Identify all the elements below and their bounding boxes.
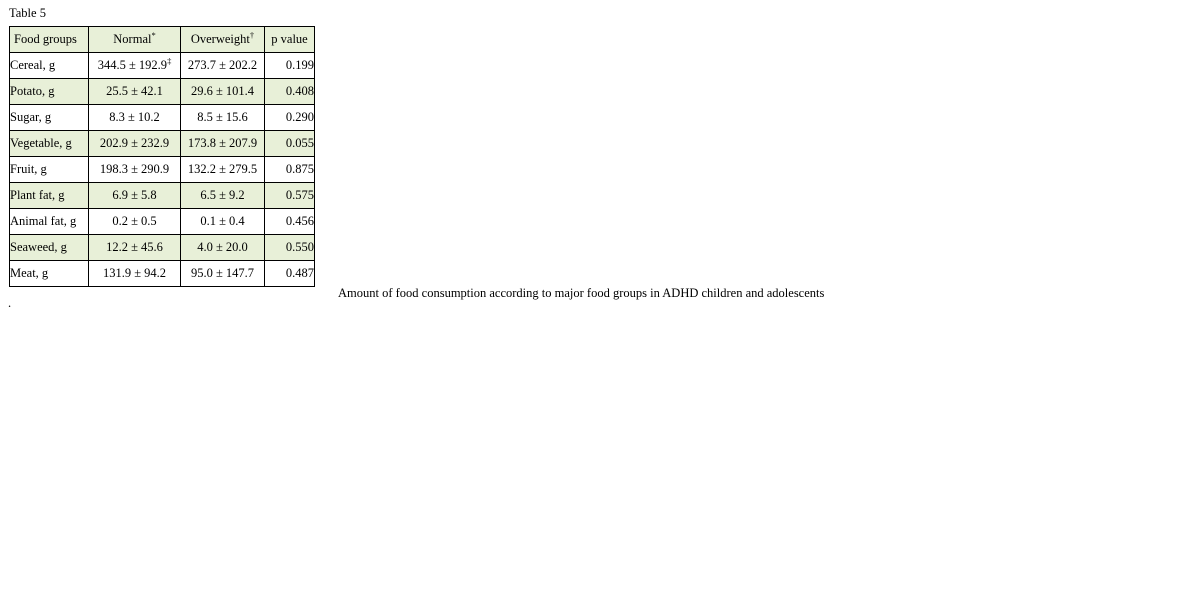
column-header-overweight-marker: † [249, 29, 255, 40]
cell-food-group: Seaweed, g [10, 235, 89, 261]
cell-normal: 6.9 ± 5.8 [89, 183, 181, 209]
cell-overweight: 0.1 ± 0.4 [181, 209, 265, 235]
cell-p-value: 0.199 [265, 53, 315, 79]
table-container [9, 26, 315, 287]
cell-normal: 8.3 ± 10.2 [89, 105, 181, 131]
column-header-p-value [265, 27, 315, 53]
cell-food-group: Plant fat, g [10, 183, 89, 209]
cell-food-group: Potato, g [10, 79, 89, 105]
table-label: Table 5 [9, 6, 46, 20]
table-row [10, 261, 315, 287]
cell-p-value: 0.408 [265, 79, 315, 105]
column-header-normal-marker: * [151, 29, 156, 40]
trailing-period: . [8, 296, 12, 310]
cell-normal: 131.9 ± 94.2 [89, 261, 181, 287]
cell-normal: 25.5 ± 42.1 [89, 79, 181, 105]
cell-food-group: Animal fat, g [10, 209, 89, 235]
cell-normal: 0.2 ± 0.5 [89, 209, 181, 235]
cell-food-group: Vegetable, g [10, 131, 89, 157]
column-header-normal [89, 27, 181, 53]
cell-p-value: 0.290 [265, 105, 315, 131]
cell-food-group: Meat, g [10, 261, 89, 287]
cell-p-value: 0.575 [265, 183, 315, 209]
cell-normal-marker: ‡ [167, 55, 172, 66]
cell-p-value: 0.055 [265, 131, 315, 157]
cell-overweight: 8.5 ± 15.6 [181, 105, 265, 131]
column-header-p-value-label: p value [271, 32, 308, 46]
table-caption: Amount of food consumption according to major food groups in ADHD children and adolescents [338, 286, 825, 300]
cell-normal: 202.9 ± 232.9 [89, 131, 181, 157]
table-row [10, 209, 315, 235]
cell-food-group: Sugar, g [10, 105, 89, 131]
column-header-normal-label: Normal [113, 32, 152, 46]
table-row [10, 157, 315, 183]
column-header-food-groups-label: Food groups [14, 32, 77, 46]
cell-food-group: Cereal, g [10, 53, 89, 79]
table-header-row [10, 27, 315, 53]
cell-overweight: 273.7 ± 202.2 [181, 53, 265, 79]
cell-normal: 12.2 ± 45.6 [89, 235, 181, 261]
cell-overweight: 29.6 ± 101.4 [181, 79, 265, 105]
table-row [10, 105, 315, 131]
cell-p-value: 0.550 [265, 235, 315, 261]
cell-p-value: 0.875 [265, 157, 315, 183]
table-row [10, 235, 315, 261]
table-header [10, 27, 315, 53]
column-header-overweight-label: Overweight [190, 32, 250, 46]
column-header-food-groups [10, 27, 89, 53]
table-body [10, 53, 315, 287]
cell-normal-value: 344.5 ± 192.9 [97, 58, 168, 72]
cell-overweight: 95.0 ± 147.7 [181, 261, 265, 287]
cell-overweight: 6.5 ± 9.2 [181, 183, 265, 209]
cell-p-value: 0.456 [265, 209, 315, 235]
cell-normal: 198.3 ± 290.9 [89, 157, 181, 183]
table-row [10, 183, 315, 209]
cell-overweight: 173.8 ± 207.9 [181, 131, 265, 157]
cell-food-group: Fruit, g [10, 157, 89, 183]
table-row [10, 53, 315, 79]
cell-overweight: 132.2 ± 279.5 [181, 157, 265, 183]
cell-p-value: 0.487 [265, 261, 315, 287]
table-row [10, 131, 315, 157]
table-row [10, 79, 315, 105]
column-header-overweight [181, 27, 265, 53]
food-consumption-table [9, 26, 315, 287]
cell-normal [89, 53, 181, 79]
cell-overweight: 4.0 ± 20.0 [181, 235, 265, 261]
